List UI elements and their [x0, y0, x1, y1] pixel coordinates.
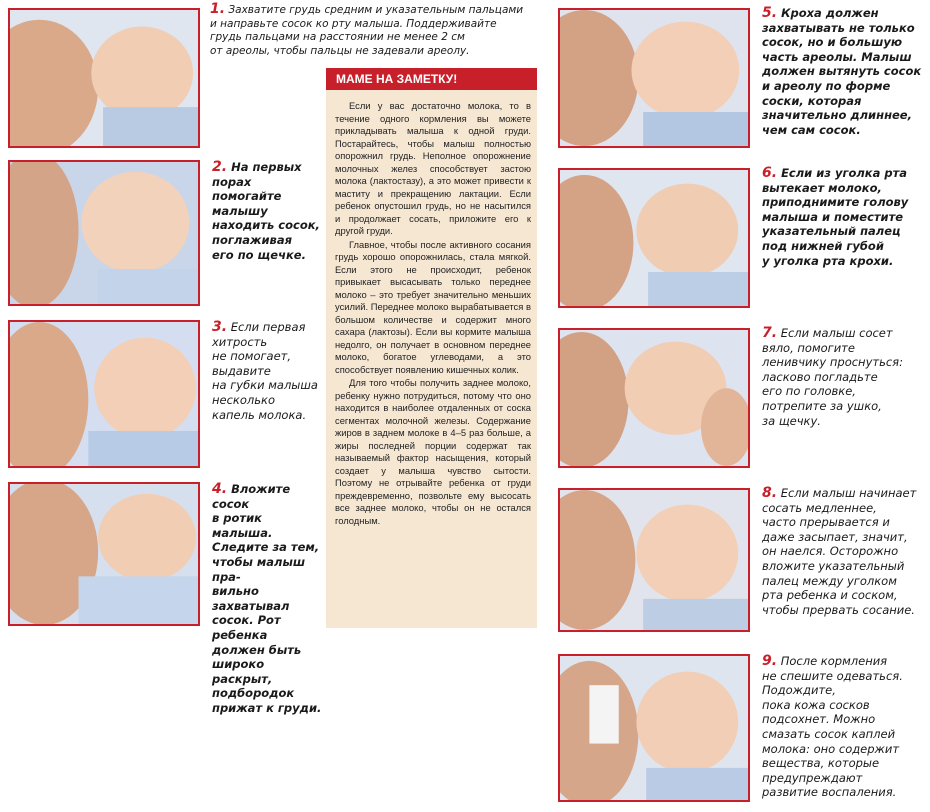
note-title: МАМЕ НА ЗАМЕТКУ! [326, 68, 537, 90]
note-paragraph: Для того чтобы получить заднее молоко, ребенку нужно потрудиться, потому что оно находится в наиболее отдаленных от соска сегментах молочной железы. Содержание жиров в заднем молоке в 4–5 раз больше, а жиры последней порции содержат так называемый фактор насыщения, который создает у малыша чувство сытости. Поэтому не отрывайте ребенка от груди преждевременно, позвольте ему высосать все заднее молоко, чтобы он не остался голодным. [335, 377, 531, 526]
step-number: 1. [210, 1, 226, 17]
note-paragraph: Главное, чтобы после активного сосания грудь хорошо опорожнилась, стала мягкой. Если этого не происходит, ребенок привыкает высасывать только переднее молоко – это требует значительно меньших усилий. Переднее молоко вырабатывается в большом количестве и содержит много сахара (лактозы). Если вы кормите малыша недолго, он получает в основном переднее молоко, богатое углеводами, а это способствует появлению кишечных колик. [335, 238, 531, 375]
photo-step-3 [8, 320, 200, 468]
step-number: 4. [212, 481, 228, 497]
step-number: 7. [762, 325, 778, 341]
step-description: Если малыш сосет вяло, помогите ленивчику проснуться: ласково погладьте его по головке, потрепите за ушко, за щечку. [762, 326, 903, 428]
step-number: 5. [762, 5, 778, 21]
step-number: 2. [212, 159, 228, 175]
step-2-text [212, 160, 322, 262]
step-description: После кормления не спешите одеваться. Подождите, пока кожа сосков подсохнет. Можно смазать сосок каплей молока: оно содержит вещества, которые предупреждают развитие воспаления. [762, 654, 903, 800]
step-description: Если первая хитрость не помогает, выдавите на губки малыша несколько капель молока. [212, 320, 318, 422]
step-number: 8. [762, 485, 778, 501]
photo-step-5 [558, 8, 750, 148]
note-body [335, 100, 531, 528]
step-description: Если малыш начинает сосать медленнее, часто прерывается и даже засыпает, значит, он наелся. Осторожно вложите указательный палец между уголком рта ребенка и соском, чтобы прервать сосание. [762, 486, 917, 617]
photo-step-8 [558, 488, 750, 632]
photo-step-9 [558, 654, 750, 802]
step-description: Вложите сосок в ротик малыша. Следите за тем, чтобы малыш пра- вильно захватывал сосок. Рот ребенка должен быть широко раскрыт, подбородок прижат к груди. [212, 482, 322, 715]
note-paragraph: Если у вас достаточно молока, то в течение одного кормления вы можете прикладывать малыша к одной груди. Постарайтесь, чтобы малыш полностью опорожнил грудь. Неполное опорожнение молочных желез способствует застою молока (лактостазу), а это может привести к маститу и прекращению лактации. Если ребенок опустошил грудь, но не насытился и продолжает сосать, приложите его к другой груди. [335, 100, 531, 236]
step-description: Захватите грудь средним и указательным пальцами и направьте сосок ко рту малыша. Поддерживайте грудь пальцами на расстоянии не менее 2 см от ареолы, чтобы пальцы не задевали ареолу. [210, 4, 524, 57]
baby-photo-icon [10, 484, 198, 624]
photo-step-4 [8, 482, 200, 626]
baby-photo-icon [560, 10, 748, 146]
step-description: Кроха должен захватывать не только сосок, но и большую часть ареолы. Малыш должен вытянуть сосок и ареолу по форме соски, которая значительно длиннее, чем сам сосок. [762, 6, 922, 137]
baby-photo-icon [560, 656, 748, 800]
step-5-text [762, 6, 928, 137]
step-8-text [762, 486, 928, 617]
step-4-text [212, 482, 324, 716]
baby-photo-icon [10, 322, 198, 466]
step-number: 6. [762, 165, 778, 181]
photo-step-1 [8, 8, 200, 148]
note-box [326, 68, 537, 628]
baby-photo-icon [560, 330, 748, 466]
photo-step-7 [558, 328, 750, 468]
step-6-text [762, 166, 928, 268]
step-number: 9. [762, 653, 778, 669]
photo-step-6 [558, 168, 750, 308]
step-7-text [762, 326, 928, 428]
photo-step-2 [8, 160, 200, 306]
baby-photo-icon [10, 162, 198, 304]
step-9-text [762, 654, 928, 800]
step-description: Если из уголка рта вытекает молоко, приподнимите голову малыша и поместите указательный палец под нижней губой у уголка рта крохи. [762, 166, 909, 268]
step-3-text [212, 320, 322, 422]
step-number: 3. [212, 319, 228, 335]
baby-photo-icon [560, 490, 748, 630]
baby-photo-icon [10, 10, 198, 146]
baby-photo-icon [560, 170, 748, 306]
step-description: На первых порах помогайте малышу находить сосок, поглаживая его по щечке. [212, 160, 320, 262]
step-1-text [210, 3, 530, 58]
